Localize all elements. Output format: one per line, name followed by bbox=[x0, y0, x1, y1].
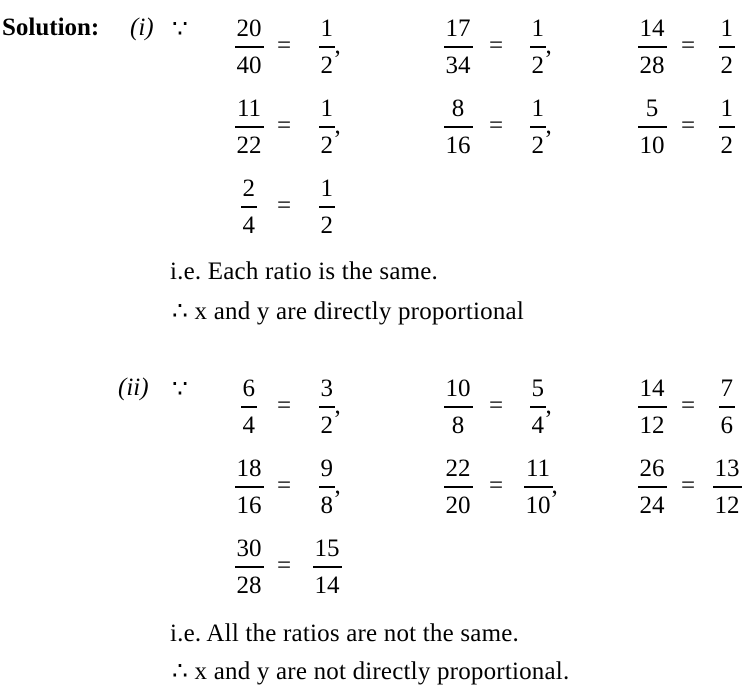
denominator: 2 bbox=[720, 51, 733, 79]
denominator: 2 bbox=[320, 411, 333, 439]
simplified-fraction bbox=[530, 96, 547, 159]
comma: , bbox=[334, 112, 341, 139]
denominator: 2 bbox=[320, 131, 333, 159]
denominator: 8 bbox=[320, 491, 333, 519]
fraction-bar bbox=[530, 126, 547, 128]
equals-sign: = bbox=[681, 392, 696, 419]
equals-sign: = bbox=[489, 392, 504, 419]
fraction-bar bbox=[313, 566, 342, 568]
numerator: 9 bbox=[320, 455, 333, 482]
numerator: 22 bbox=[445, 455, 471, 482]
equals-sign: = bbox=[277, 192, 292, 219]
numerator: 5 bbox=[531, 375, 544, 402]
comma: , bbox=[545, 32, 552, 59]
numerator: 1 bbox=[720, 15, 733, 42]
fraction-bar bbox=[241, 206, 258, 208]
simplified-fraction bbox=[719, 16, 736, 79]
numerator: 13 bbox=[714, 455, 740, 482]
numerator: 1 bbox=[531, 95, 544, 122]
numerator: 1 bbox=[320, 95, 333, 122]
numerator: 15 bbox=[314, 535, 340, 562]
denominator: 28 bbox=[236, 571, 262, 599]
denominator: 6 bbox=[720, 411, 733, 439]
denominator: 2 bbox=[531, 131, 544, 159]
denominator: 2 bbox=[320, 51, 333, 79]
denominator: 34 bbox=[445, 51, 471, 79]
numerator: 5 bbox=[645, 95, 659, 122]
numerator: 10 bbox=[445, 375, 471, 402]
ratio-fraction bbox=[638, 376, 667, 439]
part-i-label: (i) bbox=[130, 14, 154, 41]
fraction-bar bbox=[638, 126, 667, 128]
fraction-bar bbox=[713, 486, 742, 488]
numerator: 11 bbox=[525, 455, 551, 482]
fraction-bar bbox=[235, 46, 264, 48]
equals-sign: = bbox=[489, 32, 504, 59]
because-symbol: ∵ bbox=[172, 376, 188, 403]
numerator: 1 bbox=[531, 15, 544, 42]
equals-sign: = bbox=[489, 112, 504, 139]
numerator: 6 bbox=[242, 375, 255, 402]
fraction-bar bbox=[319, 406, 336, 408]
numerator: 7 bbox=[720, 375, 733, 402]
fraction-bar bbox=[319, 46, 336, 48]
denominator: 24 bbox=[639, 491, 665, 519]
simplified-fraction bbox=[530, 376, 547, 439]
equals-sign: = bbox=[277, 112, 292, 139]
simplified-fraction bbox=[719, 376, 736, 439]
denominator: 16 bbox=[236, 491, 262, 519]
comma: , bbox=[551, 472, 558, 499]
ratio-fraction bbox=[235, 96, 264, 159]
denominator: 10 bbox=[525, 491, 551, 519]
fraction-bar bbox=[319, 206, 336, 208]
ratio-fraction bbox=[444, 376, 473, 439]
denominator: 12 bbox=[714, 491, 740, 519]
numerator: 18 bbox=[236, 455, 262, 482]
fraction-bar bbox=[444, 486, 473, 488]
ratio-fraction bbox=[241, 376, 258, 439]
fraction-bar bbox=[719, 406, 736, 408]
equals-sign: = bbox=[681, 112, 696, 139]
simplified-fraction bbox=[319, 456, 336, 519]
ratio-fraction bbox=[444, 456, 473, 519]
solution-label: Solution: bbox=[2, 14, 100, 41]
ratio-fraction bbox=[444, 16, 473, 79]
fraction-bar bbox=[444, 46, 473, 48]
ratio-fraction bbox=[235, 16, 264, 79]
comma: , bbox=[334, 392, 341, 419]
fraction-bar bbox=[444, 126, 473, 128]
part-ii-label: (ii) bbox=[118, 374, 149, 401]
numerator: 1 bbox=[320, 175, 333, 202]
equals-sign: = bbox=[277, 552, 292, 579]
denominator: 40 bbox=[236, 51, 262, 79]
equals-sign: = bbox=[489, 472, 504, 499]
fraction-bar bbox=[530, 406, 547, 408]
numerator: 3 bbox=[320, 375, 333, 402]
comma: , bbox=[334, 472, 341, 499]
fraction-bar bbox=[235, 566, 264, 568]
fraction-bar bbox=[638, 46, 667, 48]
denominator: 4 bbox=[242, 411, 255, 439]
numerator: 11 bbox=[236, 95, 262, 122]
simplified-fraction bbox=[719, 96, 736, 159]
numerator: 8 bbox=[451, 95, 465, 122]
numerator: 1 bbox=[720, 95, 733, 122]
fraction-bar bbox=[719, 46, 736, 48]
fraction-bar bbox=[719, 126, 736, 128]
ratio-fraction bbox=[638, 16, 667, 79]
fraction-bar bbox=[235, 486, 264, 488]
simplified-fraction bbox=[319, 16, 336, 79]
simplified-fraction bbox=[524, 456, 553, 519]
equals-sign: = bbox=[681, 472, 696, 499]
ratio-fraction bbox=[235, 456, 264, 519]
denominator: 2 bbox=[531, 51, 544, 79]
denominator: 2 bbox=[320, 211, 333, 239]
equals-sign: = bbox=[681, 32, 696, 59]
denominator: 22 bbox=[236, 131, 262, 159]
fraction-bar bbox=[319, 486, 336, 488]
denominator: 4 bbox=[531, 411, 544, 439]
denominator: 16 bbox=[445, 131, 471, 159]
fraction-bar bbox=[638, 406, 667, 408]
fraction-bar bbox=[524, 486, 553, 488]
denominator: 4 bbox=[242, 211, 255, 239]
because-symbol: ∵ bbox=[172, 16, 188, 43]
ratio-fraction bbox=[638, 96, 667, 159]
simplified-fraction bbox=[313, 536, 342, 599]
equals-sign: = bbox=[277, 472, 292, 499]
denominator: 20 bbox=[445, 491, 471, 519]
ratio-fraction bbox=[638, 456, 667, 519]
fraction-bar bbox=[319, 126, 336, 128]
simplified-fraction bbox=[319, 376, 336, 439]
fraction-bar bbox=[638, 486, 667, 488]
numerator: 1 bbox=[320, 15, 333, 42]
denominator: 10 bbox=[639, 131, 665, 159]
numerator: 26 bbox=[639, 455, 665, 482]
numerator: 30 bbox=[236, 535, 262, 562]
denominator: 14 bbox=[314, 571, 340, 599]
denominator: 12 bbox=[639, 411, 665, 439]
ratio-fraction bbox=[235, 536, 264, 599]
simplified-fraction bbox=[530, 16, 547, 79]
numerator: 14 bbox=[639, 375, 665, 402]
part-ii-note: i.e. All the ratios are not the same. bbox=[170, 620, 519, 647]
comma: , bbox=[545, 392, 552, 419]
numerator: 17 bbox=[445, 15, 471, 42]
fraction-bar bbox=[530, 46, 547, 48]
fraction-bar bbox=[235, 126, 264, 128]
fraction-bar bbox=[444, 406, 473, 408]
part-i-conclusion: ∴ x and y are directly proportional bbox=[172, 298, 524, 325]
denominator: 28 bbox=[639, 51, 665, 79]
simplified-fraction bbox=[713, 456, 742, 519]
denominator: 8 bbox=[451, 411, 465, 439]
numerator: 20 bbox=[236, 15, 262, 42]
ratio-fraction bbox=[241, 176, 258, 239]
comma: , bbox=[334, 32, 341, 59]
comma: , bbox=[545, 112, 552, 139]
equals-sign: = bbox=[277, 32, 292, 59]
part-ii-conclusion: ∴ x and y are not directly proportional. bbox=[172, 658, 570, 685]
fraction-bar bbox=[241, 406, 258, 408]
simplified-fraction bbox=[319, 176, 336, 239]
numerator: 2 bbox=[242, 175, 255, 202]
denominator: 2 bbox=[720, 131, 733, 159]
numerator: 14 bbox=[639, 15, 665, 42]
equals-sign: = bbox=[277, 392, 292, 419]
part-i-note: i.e. Each ratio is the same. bbox=[170, 258, 439, 285]
ratio-fraction bbox=[444, 96, 473, 159]
simplified-fraction bbox=[319, 96, 336, 159]
